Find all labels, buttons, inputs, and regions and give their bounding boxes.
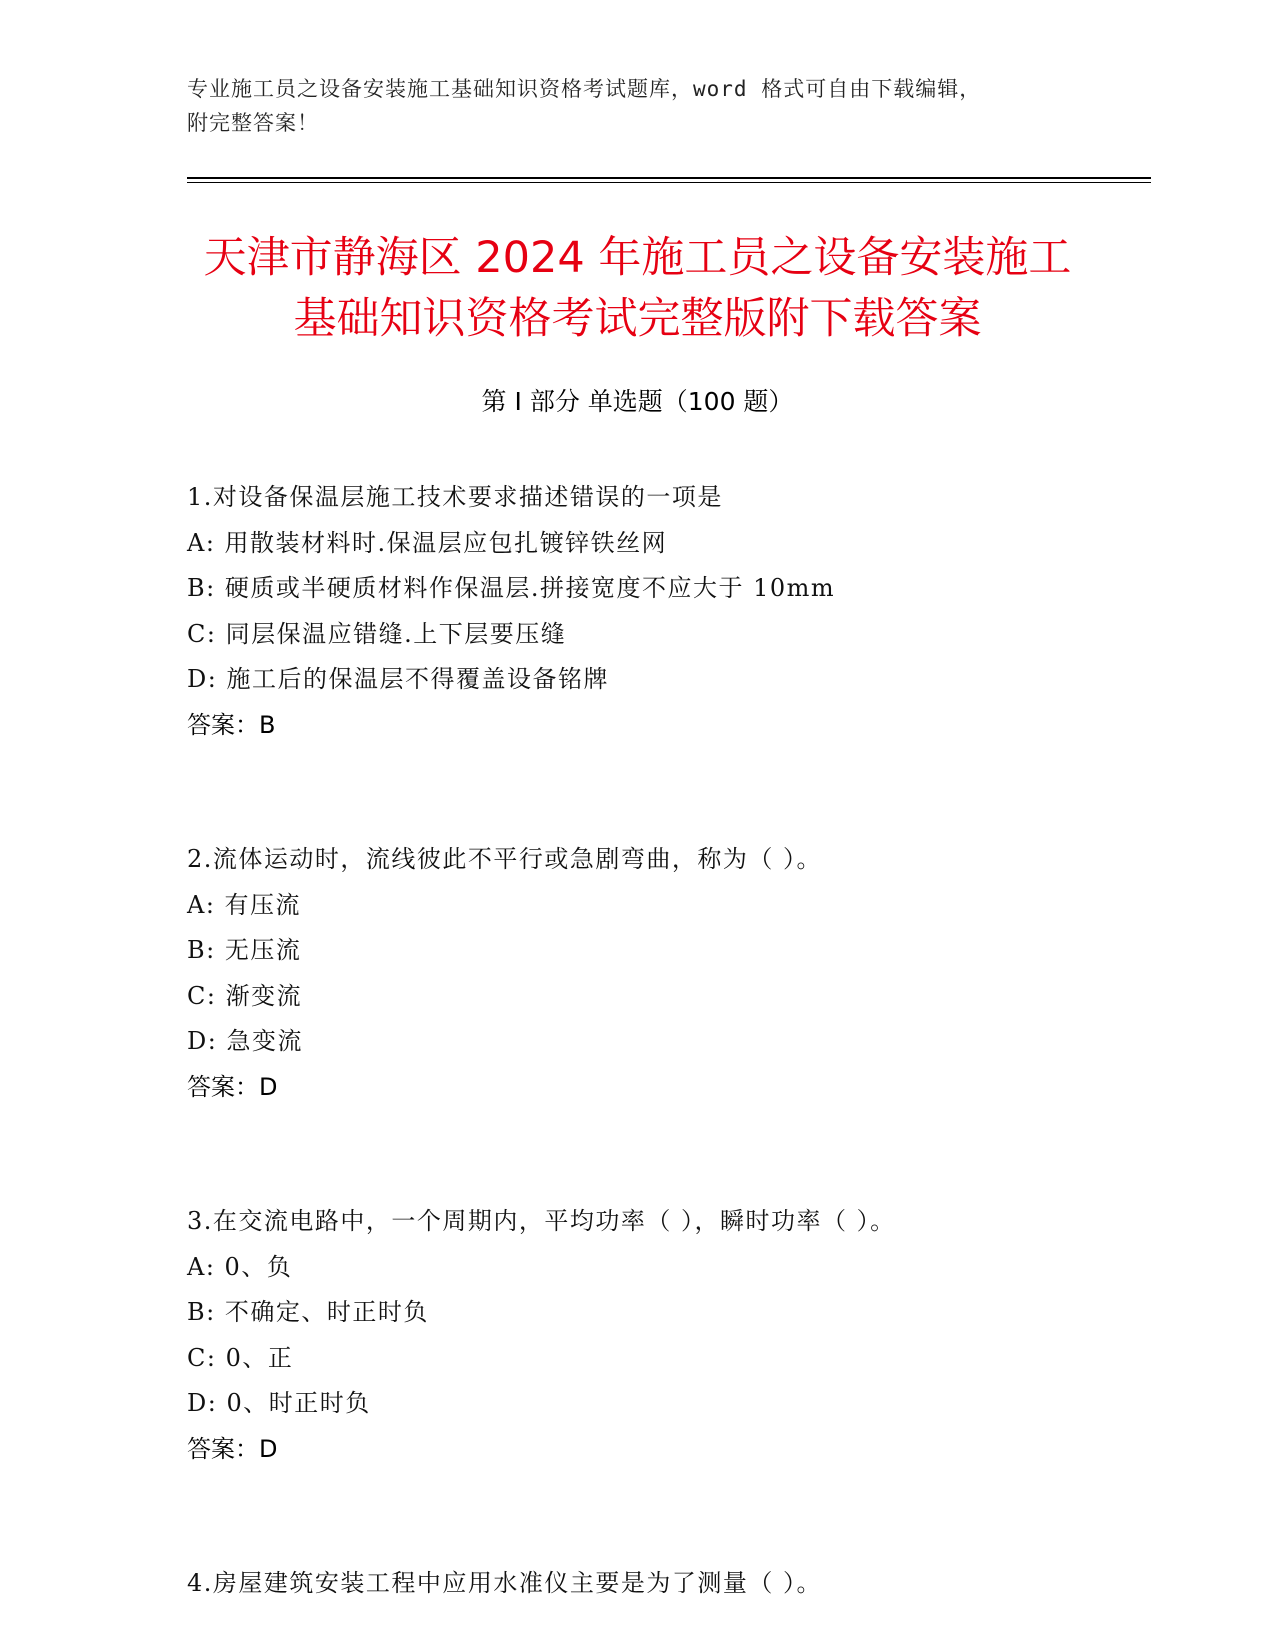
- document-title: [150, 228, 1125, 350]
- question-1: [187, 475, 1147, 748]
- question-list: [187, 475, 1147, 1607]
- section-title: 第 I 部分 单选题（100 题）: [481, 387, 794, 416]
- option-b: B: 不确定、时正时负: [187, 1298, 429, 1326]
- option-a: A: 用散装材料时.保温层应包扎镀锌铁丝网: [187, 528, 668, 557]
- answer: 答案：D: [187, 1434, 278, 1463]
- option-b: B: 无压流: [187, 936, 302, 964]
- answer: 答案：B: [187, 710, 276, 739]
- option-d: D: 急变流: [187, 1027, 303, 1055]
- option-a: A: 0、负: [187, 1252, 293, 1281]
- option-a: A: 有压流: [187, 890, 302, 919]
- question-spacer: [187, 748, 1147, 837]
- option-c: C: 同层保温应错缝.上下层要压缝: [187, 619, 567, 648]
- answer: 答案：D: [187, 1072, 278, 1101]
- option-b: B: 硬质或半硬质材料作保温层.拼接宽度不应大于 10mm: [187, 574, 836, 602]
- question-stem: 3.在交流电路中，一个周期内，平均功率（ ），瞬时功率（ ）。: [187, 1207, 896, 1235]
- header-note-line-2: 附完整答案！: [187, 111, 319, 135]
- question-3: [187, 1199, 1147, 1472]
- header-note-line-1: 专业施工员之设备安装施工基础知识资格考试题库，word 格式可自由下载编辑，: [187, 77, 982, 101]
- question-stem: 4.房屋建筑安装工程中应用水准仪主要是为了测量（ ）。: [187, 1569, 823, 1597]
- header-rule-thin: [187, 182, 1151, 183]
- question-2: [187, 837, 1147, 1110]
- option-c: C: 0、正: [187, 1343, 294, 1372]
- header-note: [187, 72, 1087, 140]
- option-d: D: 0、时正时负: [187, 1389, 371, 1417]
- document-title-line-2: 基础知识资格考试完整版附下载答案: [293, 294, 982, 344]
- document-title-line-1: 天津市静海区 2024 年施工员之设备安装施工: [203, 233, 1072, 283]
- question-4: [187, 1561, 1147, 1607]
- question-stem: 1.对设备保温层施工技术要求描述错误的一项是: [187, 483, 723, 511]
- question-spacer: [187, 1472, 1147, 1561]
- option-c: C: 渐变流: [187, 981, 303, 1010]
- question-stem: 2.流体运动时，流线彼此不平行或急剧弯曲，称为（ ）。: [187, 845, 823, 873]
- option-d: D: 施工后的保温层不得覆盖设备铭牌: [187, 665, 609, 693]
- question-spacer: [187, 1110, 1147, 1199]
- header-rule-thick: [187, 177, 1151, 179]
